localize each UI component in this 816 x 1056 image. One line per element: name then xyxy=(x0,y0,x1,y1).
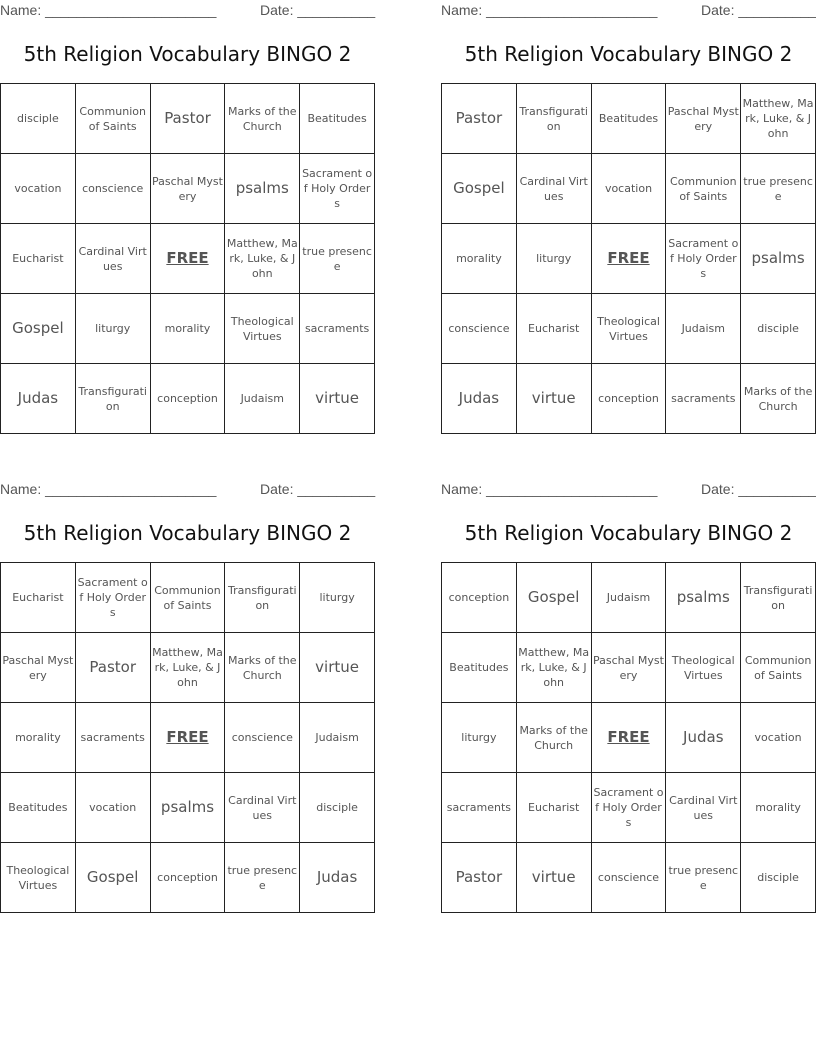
bingo-cell: Cardinal Virtues xyxy=(225,773,300,843)
card-header xyxy=(0,481,375,499)
bingo-cell: Marks of the Church xyxy=(225,633,300,703)
bingo-cell: Judaism xyxy=(666,294,741,364)
bingo-cell: sacraments xyxy=(76,703,151,773)
card-header xyxy=(441,481,816,499)
bingo-cell: true presence xyxy=(300,224,375,294)
bingo-cell: true presence xyxy=(666,843,741,913)
bingo-cell: conception xyxy=(592,364,667,434)
bingo-cell: Judas xyxy=(1,364,76,434)
bingo-cell: disciple xyxy=(741,843,816,913)
bingo-cell: Marks of the Church xyxy=(741,364,816,434)
bingo-cell: Sacrament of Holy Orders xyxy=(76,563,151,633)
bingo-cell: Marks of the Church xyxy=(517,703,592,773)
bingo-cell: conception xyxy=(151,843,226,913)
bingo-cell: liturgy xyxy=(442,703,517,773)
bingo-cell: Matthew, Mark, Luke, & John xyxy=(741,84,816,154)
bingo-cell: psalms xyxy=(151,773,226,843)
bingo-cell: Eucharist xyxy=(517,294,592,364)
bingo-cell: vocation xyxy=(1,154,76,224)
bingo-cell: sacraments xyxy=(300,294,375,364)
bingo-cell: vocation xyxy=(592,154,667,224)
bingo-cell: Beatitudes xyxy=(442,633,517,703)
bingo-cell: Gospel xyxy=(517,563,592,633)
bingo-cell: Transfiguration xyxy=(76,364,151,434)
bingo-cell: Transfiguration xyxy=(517,84,592,154)
bingo-cell: Gospel xyxy=(76,843,151,913)
bingo-cell: Eucharist xyxy=(1,224,76,294)
name-line: Name: ______________________ xyxy=(441,2,658,18)
bingo-cell: Theological Virtues xyxy=(592,294,667,364)
bingo-cell: Theological Virtues xyxy=(666,633,741,703)
bingo-cell: Judas xyxy=(442,364,517,434)
bingo-cell: sacraments xyxy=(442,773,517,843)
bingo-cell: Paschal Mystery xyxy=(1,633,76,703)
bingo-grid xyxy=(441,562,816,913)
free-space: FREE xyxy=(592,224,667,294)
bingo-cell: Matthew, Mark, Luke, & John xyxy=(225,224,300,294)
bingo-cell: Gospel xyxy=(1,294,76,364)
bingo-cell: liturgy xyxy=(517,224,592,294)
bingo-cell: psalms xyxy=(666,563,741,633)
free-space: FREE xyxy=(151,703,226,773)
bingo-cell: Pastor xyxy=(76,633,151,703)
bingo-cell: Judaism xyxy=(225,364,300,434)
bingo-cell: virtue xyxy=(300,633,375,703)
bingo-grid xyxy=(0,83,375,434)
bingo-cell: conscience xyxy=(225,703,300,773)
card-title: 5th Religion Vocabulary BINGO 2 xyxy=(464,521,793,545)
bingo-cell: disciple xyxy=(1,84,76,154)
bingo-cell: conception xyxy=(151,364,226,434)
bingo-cell: Pastor xyxy=(151,84,226,154)
bingo-cell: virtue xyxy=(517,843,592,913)
bingo-cell: Paschal Mystery xyxy=(151,154,226,224)
bingo-cell: true presence xyxy=(225,843,300,913)
bingo-cell: disciple xyxy=(741,294,816,364)
bingo-cell: conception xyxy=(442,563,517,633)
bingo-cell: morality xyxy=(1,703,76,773)
bingo-cell: Cardinal Virtues xyxy=(76,224,151,294)
bingo-cell: disciple xyxy=(300,773,375,843)
bingo-cell: morality xyxy=(151,294,226,364)
bingo-cell: sacraments xyxy=(666,364,741,434)
bingo-cell: Communion of Saints xyxy=(76,84,151,154)
bingo-cell: Matthew, Mark, Luke, & John xyxy=(517,633,592,703)
card-title: 5th Religion Vocabulary BINGO 2 xyxy=(23,521,352,545)
bingo-cell: vocation xyxy=(741,703,816,773)
card-title: 5th Religion Vocabulary BINGO 2 xyxy=(464,42,793,66)
bingo-grid xyxy=(0,562,375,913)
bingo-cell: Communion of Saints xyxy=(666,154,741,224)
bingo-cell: Pastor xyxy=(442,84,517,154)
bingo-cell: liturgy xyxy=(76,294,151,364)
card-title: 5th Religion Vocabulary BINGO 2 xyxy=(23,42,352,66)
bingo-cell: Judas xyxy=(666,703,741,773)
bingo-cell: Pastor xyxy=(442,843,517,913)
free-space: FREE xyxy=(151,224,226,294)
name-line: Name: ______________________ xyxy=(441,481,658,497)
bingo-cell: morality xyxy=(442,224,517,294)
date-line: Date: __________ xyxy=(701,2,816,18)
bingo-cell: Judas xyxy=(300,843,375,913)
bingo-cell: Transfiguration xyxy=(741,563,816,633)
bingo-cell: Theological Virtues xyxy=(225,294,300,364)
bingo-cell: Judaism xyxy=(300,703,375,773)
card-header xyxy=(0,2,375,20)
bingo-cell: psalms xyxy=(741,224,816,294)
bingo-cell: true presence xyxy=(741,154,816,224)
name-line: Name: ______________________ xyxy=(0,481,217,497)
bingo-cell: Paschal Mystery xyxy=(592,633,667,703)
bingo-cell: Judaism xyxy=(592,563,667,633)
date-line: Date: __________ xyxy=(260,481,376,497)
bingo-cell: Sacrament of Holy Orders xyxy=(666,224,741,294)
bingo-cell: Beatitudes xyxy=(300,84,375,154)
bingo-cell: Paschal Mystery xyxy=(666,84,741,154)
bingo-cell: conscience xyxy=(592,843,667,913)
bingo-cell: vocation xyxy=(76,773,151,843)
bingo-cell: Cardinal Virtues xyxy=(666,773,741,843)
bingo-cell: Eucharist xyxy=(517,773,592,843)
bingo-cell: virtue xyxy=(300,364,375,434)
bingo-cell: Beatitudes xyxy=(592,84,667,154)
bingo-grid xyxy=(441,83,816,434)
bingo-cell: Marks of the Church xyxy=(225,84,300,154)
bingo-cell: Matthew, Mark, Luke, & John xyxy=(151,633,226,703)
bingo-cell: conscience xyxy=(442,294,517,364)
free-space: FREE xyxy=(592,703,667,773)
date-line: Date: __________ xyxy=(260,2,376,18)
bingo-cell: conscience xyxy=(76,154,151,224)
bingo-cell: Communion of Saints xyxy=(151,563,226,633)
bingo-cell: virtue xyxy=(517,364,592,434)
bingo-cell: Cardinal Virtues xyxy=(517,154,592,224)
name-line: Name: ______________________ xyxy=(0,2,217,18)
card-header xyxy=(441,2,816,20)
bingo-cell: Sacrament of Holy Orders xyxy=(300,154,375,224)
bingo-cell: morality xyxy=(741,773,816,843)
bingo-cell: Gospel xyxy=(442,154,517,224)
bingo-cell: Sacrament of Holy Orders xyxy=(592,773,667,843)
bingo-cell: psalms xyxy=(225,154,300,224)
bingo-cell: liturgy xyxy=(300,563,375,633)
date-line: Date: __________ xyxy=(701,481,816,497)
bingo-cell: Theological Virtues xyxy=(1,843,76,913)
bingo-cell: Eucharist xyxy=(1,563,76,633)
bingo-cell: Communion of Saints xyxy=(741,633,816,703)
bingo-cell: Transfiguration xyxy=(225,563,300,633)
bingo-cell: Beatitudes xyxy=(1,773,76,843)
